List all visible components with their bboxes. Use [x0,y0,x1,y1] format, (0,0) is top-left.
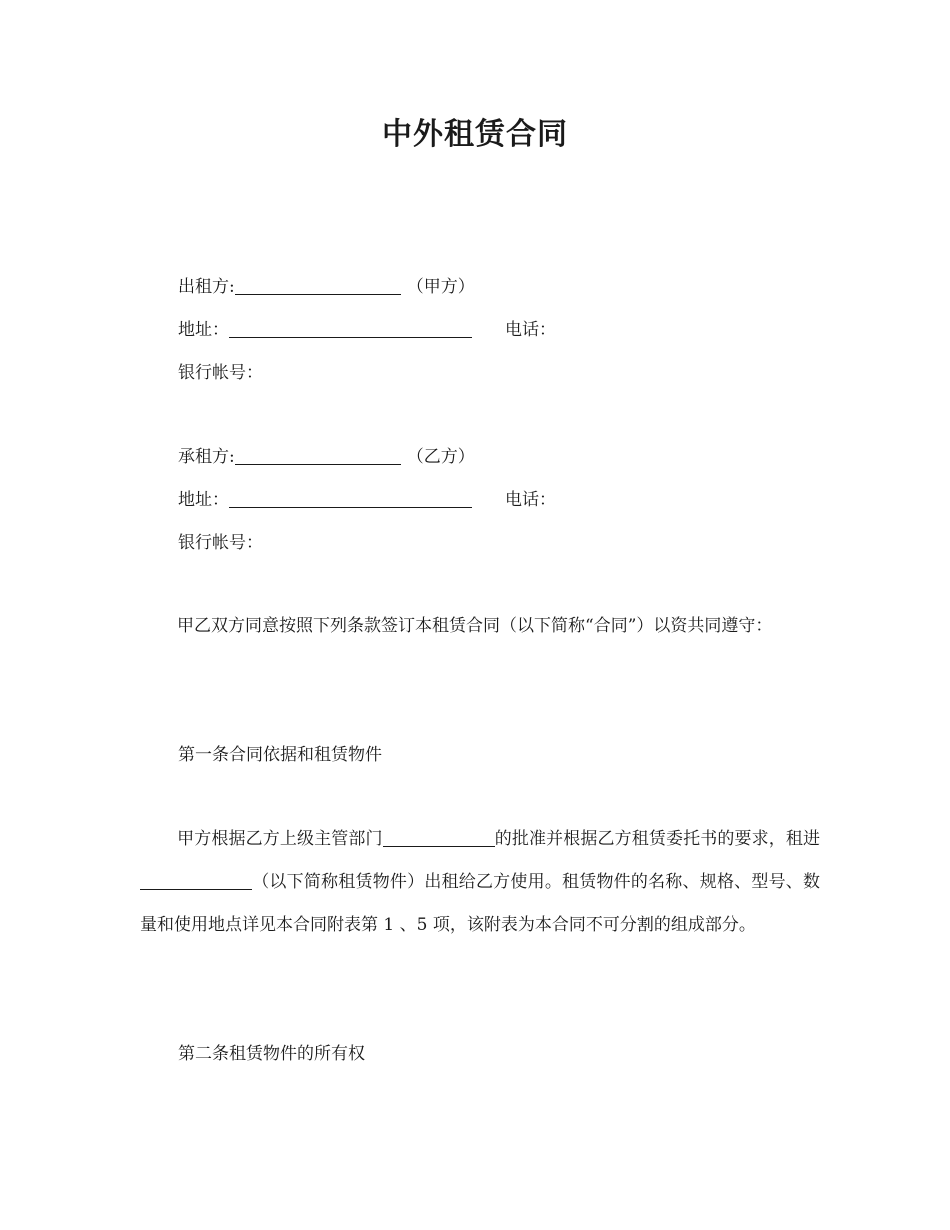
article1-text-b: 的批准并根据乙方租赁委托书的要求，租进 [494,829,820,849]
authority-blank [383,828,495,847]
lessee-row [178,444,475,470]
lessee-label: 承租方: [178,447,235,467]
lessor-row [178,274,475,300]
article2-heading: 第二条租赁物件的所有权 [178,1044,365,1064]
lessor-phone-label: 电话： [505,320,556,340]
page-title: 中外租赁合同 [382,117,568,152]
lessee-bank-label: 银行帐号： [178,533,263,553]
lessee-name-blank [235,446,401,465]
lessee-address-blank [229,489,472,508]
lessor-address-blank [229,319,472,338]
lessor-address-row [178,317,472,343]
lessor-address-label: 地址： [178,320,229,340]
lessee-suffix: （乙方） [406,447,475,467]
article1-text-a: 甲方根据乙方上级主管部门 [177,829,383,849]
article1-paragraph [140,818,820,947]
lessee-address-row [178,487,472,513]
lessee-phone-label: 电话： [505,490,556,510]
lessor-name-blank [235,276,401,295]
lessor-bank-label: 银行帐号： [178,363,263,383]
article1-text-c: （以下简称租赁物件）出租给乙方使用。租赁物件的名称、规格、型号、数量和使用地点详见本合同附表第 1 、5 项，该附表为本合同不可分割的组成部分。 [140,872,820,935]
lessee-address-label: 地址： [178,490,229,510]
article1-heading: 第一条合同依据和租赁物件 [178,745,382,765]
preamble-paragraph [140,605,820,648]
preamble-text: 甲乙双方同意按照下列条款签订本租赁合同（以下简称“合同”）以资共同遵守： [177,616,773,636]
lessor-suffix: （甲方） [406,277,475,297]
leased-item-blank [140,871,252,890]
lessor-label: 出租方: [178,277,235,297]
